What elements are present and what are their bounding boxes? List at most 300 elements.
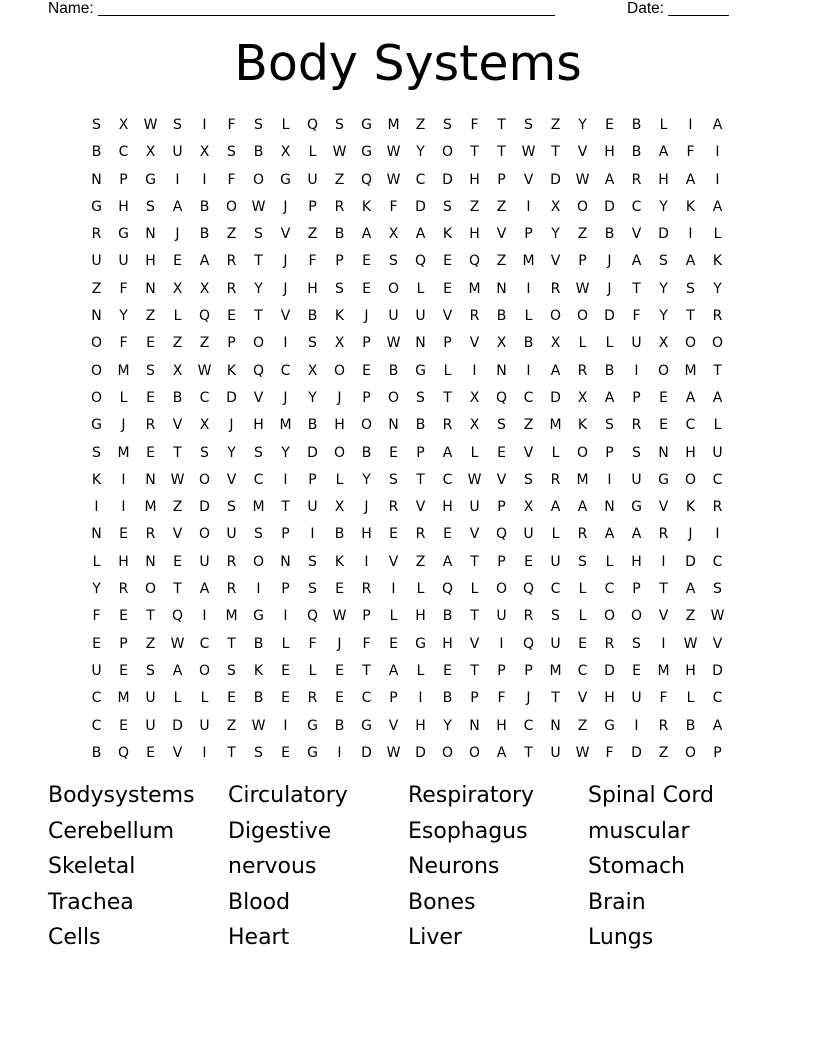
grid-letter: A: [550, 499, 561, 516]
grid-letter: E: [281, 662, 290, 679]
grid-letter: E: [281, 744, 290, 761]
grid-letter: C: [91, 690, 102, 707]
grid-letter: C: [280, 362, 291, 379]
grid-letter: T: [254, 308, 263, 325]
grid-letter: V: [496, 471, 507, 488]
grid-letter: C: [712, 690, 723, 707]
grid-letter: C: [523, 389, 534, 406]
grid-letter: U: [91, 662, 102, 679]
grid-letter: I: [283, 608, 288, 625]
grid-letter: T: [497, 117, 506, 133]
grid-letter: J: [364, 499, 369, 516]
grid-letter: M: [522, 253, 535, 270]
grid-letter: B: [442, 608, 453, 625]
grid-letter: I: [256, 581, 261, 598]
grid-letter: R: [550, 471, 561, 488]
grid-letter: H: [442, 499, 453, 516]
grid-letter: A: [496, 744, 507, 761]
grid-letter: P: [605, 444, 614, 461]
grid-letter: R: [334, 198, 345, 215]
grid-letter: D: [631, 744, 642, 761]
grid-letter: Q: [198, 308, 211, 325]
name-field-label: Name: _____________________________________________________: [48, 0, 555, 17]
grid-letter: L: [686, 690, 695, 707]
grid-letter: B: [388, 362, 399, 379]
grid-letter: T: [470, 662, 479, 679]
grid-letter: D: [550, 389, 561, 406]
grid-letter: Z: [226, 717, 237, 734]
grid-letter: A: [631, 526, 642, 543]
grid-letter: A: [388, 662, 399, 679]
grid-letter: U: [307, 171, 318, 188]
grid-letter: L: [173, 308, 182, 325]
grid-letter: E: [227, 308, 236, 325]
grid-letter: S: [254, 744, 263, 761]
grid-letter: O: [252, 553, 265, 570]
grid-letter: P: [497, 499, 506, 516]
grid-letter: H: [631, 553, 642, 570]
grid-letter: C: [712, 553, 723, 570]
grid-letter: R: [226, 253, 237, 270]
worksheet-header: [48, 0, 748, 20]
grid-letter: O: [333, 444, 346, 461]
grid-letter: R: [118, 581, 129, 598]
grid-letter: S: [389, 471, 398, 488]
grid-letter: A: [361, 226, 372, 243]
grid-letter: I: [661, 635, 666, 652]
grid-letter: J: [283, 389, 288, 406]
grid-letter: X: [550, 335, 561, 352]
grid-letter: J: [283, 280, 288, 297]
grid-letter: B: [631, 144, 642, 161]
grid-letter: Y: [416, 144, 425, 161]
grid-letter: I: [202, 171, 207, 188]
grid-letter: W: [710, 608, 725, 625]
grid-letter: U: [550, 744, 561, 761]
grid-letter: O: [90, 389, 103, 406]
grid-letter: W: [251, 198, 266, 215]
grid-letter: L: [119, 389, 128, 406]
grid-letter: A: [712, 717, 723, 734]
grid-letter: U: [496, 608, 507, 625]
grid-letter: P: [281, 581, 290, 598]
grid-letter: W: [521, 144, 536, 161]
grid-letter: S: [686, 280, 695, 297]
grid-letter: W: [332, 144, 347, 161]
grid-letter: H: [469, 226, 480, 243]
grid-letter: S: [146, 198, 155, 215]
grid-letter: Z: [415, 117, 426, 133]
grid-letter: O: [198, 662, 211, 679]
grid-letter: T: [281, 499, 290, 516]
grid-letter: U: [469, 499, 480, 516]
grid-letter: Q: [117, 744, 130, 761]
grid-letter: D: [226, 389, 237, 406]
grid-letter: I: [715, 526, 720, 543]
grid-letter: G: [91, 417, 102, 434]
grid-letter: X: [307, 362, 318, 379]
grid-letter: S: [173, 117, 182, 133]
grid-letter: Q: [441, 581, 454, 598]
grid-letter: N: [145, 471, 156, 488]
grid-letter: E: [146, 389, 155, 406]
grid-letter: F: [308, 253, 317, 270]
grid-letter: I: [472, 362, 477, 379]
grid-letter: C: [550, 581, 561, 598]
grid-row: [83, 195, 733, 222]
grid-letter: E: [443, 253, 452, 270]
grid-letter: O: [144, 581, 157, 598]
grid-letter: T: [470, 553, 479, 570]
grid-letter: Y: [254, 280, 263, 297]
grid-letter: P: [308, 471, 317, 488]
grid-letter: T: [632, 280, 641, 297]
grid-letter: C: [91, 717, 102, 734]
grid-letter: K: [685, 198, 696, 215]
grid-letter: G: [361, 717, 372, 734]
grid-letter: H: [685, 662, 696, 679]
grid-letter: N: [91, 526, 102, 543]
grid-letter: Q: [360, 171, 373, 188]
grid-letter: X: [577, 389, 588, 406]
grid-letter: U: [550, 635, 561, 652]
date-field-label: Date: _______: [627, 0, 729, 17]
grid-letter: S: [308, 335, 317, 352]
word-search-grid: [83, 113, 733, 768]
grid-letter: Z: [415, 553, 426, 570]
grid-letter: T: [470, 608, 479, 625]
grid-letter: O: [387, 389, 400, 406]
grid-letter: O: [225, 198, 238, 215]
grid-letter: R: [307, 690, 318, 707]
grid-letter: O: [711, 335, 724, 352]
grid-letter: R: [658, 526, 669, 543]
grid-letter: V: [469, 335, 480, 352]
grid-letter: O: [495, 581, 508, 598]
grid-letter: K: [91, 471, 102, 488]
grid-letter: I: [202, 608, 207, 625]
grid-letter: E: [335, 662, 344, 679]
grid-letter: A: [685, 581, 696, 598]
grid-letter: R: [415, 526, 426, 543]
grid-letter: G: [361, 144, 372, 161]
grid-letter: A: [604, 526, 615, 543]
grid-letter: M: [117, 362, 130, 379]
grid-letter: V: [631, 226, 642, 243]
grid-letter: E: [362, 362, 371, 379]
grid-letter: U: [226, 526, 237, 543]
grid-letter: P: [389, 690, 398, 707]
grid-letter: P: [119, 635, 128, 652]
grid-letter: I: [202, 117, 207, 133]
grid-letter: C: [604, 581, 615, 598]
grid-letter: N: [658, 444, 669, 461]
grid-letter: Z: [307, 226, 318, 243]
grid-letter: T: [470, 144, 479, 161]
grid-letter: O: [576, 198, 589, 215]
grid-letter: G: [361, 117, 372, 133]
grid-letter: D: [415, 744, 426, 761]
grid-letter: P: [524, 226, 533, 243]
grid-letter: O: [198, 471, 211, 488]
grid-letter: I: [715, 144, 720, 161]
grid-letter: H: [307, 280, 318, 297]
grid-letter: W: [386, 744, 401, 761]
grid-letter: I: [661, 553, 666, 570]
grid-letter: G: [415, 635, 426, 652]
grid-letter: Z: [172, 335, 183, 352]
grid-letter: I: [283, 335, 288, 352]
grid-letter: L: [578, 335, 587, 352]
grid-letter: X: [496, 335, 507, 352]
grid-letter: I: [310, 526, 315, 543]
grid-letter: J: [526, 690, 531, 707]
grid-letter: E: [173, 553, 182, 570]
grid-letter: H: [442, 635, 453, 652]
grid-letter: Y: [227, 444, 236, 461]
grid-letter: C: [415, 171, 426, 188]
grid-letter: R: [550, 280, 561, 297]
grid-letter: B: [685, 717, 696, 734]
grid-letter: E: [119, 608, 128, 625]
grid-letter: I: [526, 362, 531, 379]
grid-letter: V: [523, 171, 534, 188]
word-list-item: Stomach: [588, 854, 686, 879]
grid-letter: C: [577, 662, 588, 679]
grid-letter: V: [280, 226, 291, 243]
grid-letter: R: [145, 417, 156, 434]
grid-letter: L: [524, 308, 533, 325]
grid-letter: L: [605, 335, 614, 352]
grid-letter: B: [496, 308, 507, 325]
grid-letter: S: [524, 471, 533, 488]
grid-letter: T: [551, 144, 560, 161]
grid-letter: F: [227, 171, 236, 188]
grid-letter: I: [526, 280, 531, 297]
grid-letter: S: [308, 553, 317, 570]
grid-letter: L: [578, 608, 587, 625]
grid-letter: K: [226, 362, 237, 379]
grid-letter: X: [658, 335, 669, 352]
grid-letter: U: [145, 717, 156, 734]
grid-letter: I: [94, 499, 99, 516]
grid-letter: Z: [496, 198, 507, 215]
grid-letter: S: [497, 417, 506, 434]
grid-letter: O: [549, 308, 562, 325]
grid-letter: E: [227, 690, 236, 707]
grid-letter: J: [688, 526, 693, 543]
grid-letter: Y: [551, 226, 560, 243]
grid-letter: Q: [522, 581, 535, 598]
grid-letter: V: [577, 144, 588, 161]
grid-letter: R: [145, 526, 156, 543]
grid-letter: L: [713, 417, 722, 434]
grid-letter: G: [307, 717, 318, 734]
grid-letter: L: [470, 581, 479, 598]
grid-letter: V: [280, 308, 291, 325]
grid-row: [83, 686, 733, 713]
grid-letter: O: [684, 471, 697, 488]
grid-letter: G: [118, 226, 129, 243]
grid-letter: V: [388, 553, 399, 570]
word-list-item: muscular: [588, 818, 690, 844]
grid-letter: S: [335, 280, 344, 297]
grid-letter: X: [145, 144, 156, 161]
grid-letter: T: [524, 744, 533, 761]
grid-letter: H: [253, 417, 264, 434]
grid-letter: J: [607, 280, 612, 297]
grid-letter: F: [497, 690, 506, 707]
grid-letter: U: [199, 553, 210, 570]
grid-letter: B: [91, 144, 102, 161]
grid-letter: Y: [362, 471, 371, 488]
grid-letter: P: [497, 171, 506, 188]
grid-letter: S: [227, 662, 236, 679]
grid-letter: F: [605, 744, 614, 761]
grid-letter: F: [308, 635, 317, 652]
grid-letter: A: [442, 553, 453, 570]
grid-letter: Q: [495, 526, 508, 543]
grid-letter: I: [607, 471, 612, 488]
grid-letter: I: [688, 226, 693, 243]
grid-letter: V: [442, 308, 453, 325]
grid-letter: N: [415, 335, 426, 352]
grid-letter: R: [577, 526, 588, 543]
grid-letter: O: [684, 744, 697, 761]
grid-letter: D: [307, 444, 318, 461]
grid-row: [83, 304, 733, 331]
grid-letter: C: [118, 144, 129, 161]
grid-row: [83, 277, 733, 304]
grid-letter: D: [172, 717, 183, 734]
grid-letter: D: [658, 226, 669, 243]
grid-letter: J: [283, 253, 288, 270]
grid-letter: S: [335, 117, 344, 133]
grid-letter: X: [118, 117, 129, 133]
grid-letter: Z: [145, 308, 156, 325]
grid-letter: B: [307, 417, 318, 434]
grid-letter: A: [172, 662, 183, 679]
grid-letter: P: [632, 389, 641, 406]
grid-letter: M: [576, 471, 589, 488]
grid-letter: S: [254, 226, 263, 243]
word-list-item: Spinal Cord: [588, 783, 715, 808]
grid-letter: G: [658, 471, 669, 488]
grid-letter: T: [227, 635, 236, 652]
grid-letter: F: [227, 117, 236, 133]
grid-letter: H: [361, 526, 372, 543]
grid-letter: I: [121, 471, 126, 488]
grid-letter: W: [386, 144, 401, 161]
grid-letter: M: [549, 662, 562, 679]
grid-letter: U: [712, 444, 723, 461]
grid-letter: B: [334, 226, 345, 243]
grid-letter: C: [712, 471, 723, 488]
grid-letter: P: [443, 335, 452, 352]
grid-letter: U: [550, 553, 561, 570]
grid-letter: A: [685, 253, 696, 270]
grid-letter: O: [441, 744, 454, 761]
grid-letter: J: [121, 417, 126, 434]
grid-letter: I: [283, 471, 288, 488]
grid-letter: I: [634, 717, 639, 734]
grid-letter: P: [497, 662, 506, 679]
grid-letter: S: [308, 581, 317, 598]
grid-letter: P: [713, 744, 722, 761]
grid-letter: N: [496, 362, 507, 379]
grid-letter: I: [715, 171, 720, 188]
grid-letter: R: [91, 226, 102, 243]
grid-letter: E: [659, 417, 668, 434]
grid-letter: Y: [308, 389, 317, 406]
grid-row: [83, 168, 733, 195]
grid-letter: L: [308, 144, 317, 161]
grid-letter: K: [361, 198, 372, 215]
grid-letter: I: [526, 198, 531, 215]
grid-letter: I: [202, 744, 207, 761]
grid-letter: E: [443, 662, 452, 679]
grid-letter: S: [389, 253, 398, 270]
grid-letter: V: [172, 417, 183, 434]
grid-letter: R: [523, 608, 534, 625]
grid-letter: H: [604, 144, 615, 161]
grid-letter: G: [604, 717, 615, 734]
grid-letter: N: [91, 171, 102, 188]
grid-letter: L: [551, 526, 560, 543]
grid-letter: U: [145, 690, 156, 707]
grid-letter: V: [388, 717, 399, 734]
grid-letter: Q: [414, 253, 427, 270]
grid-letter: V: [415, 499, 426, 516]
grid-letter: O: [576, 308, 589, 325]
word-list-item: Skeletal: [48, 854, 136, 879]
grid-letter: U: [388, 308, 399, 325]
grid-letter: G: [253, 608, 264, 625]
grid-letter: I: [499, 635, 504, 652]
grid-letter: Z: [577, 717, 588, 734]
grid-letter: Q: [171, 608, 184, 625]
word-list: [48, 779, 768, 957]
grid-letter: E: [119, 526, 128, 543]
grid-letter: R: [577, 362, 588, 379]
grid-letter: R: [361, 581, 372, 598]
grid-letter: I: [418, 690, 423, 707]
grid-letter: L: [659, 117, 668, 133]
grid-letter: Y: [713, 280, 722, 297]
word-list-item: Respiratory: [408, 783, 535, 808]
grid-letter: X: [172, 280, 183, 297]
grid-letter: P: [227, 335, 236, 352]
grid-letter: P: [632, 581, 641, 598]
grid-letter: Z: [658, 744, 669, 761]
grid-letter: V: [469, 526, 480, 543]
grid-letter: Y: [659, 280, 668, 297]
grid-letter: S: [551, 608, 560, 625]
grid-letter: I: [283, 717, 288, 734]
word-list-item: nervous: [228, 854, 317, 879]
grid-letter: B: [334, 526, 345, 543]
grid-letter: F: [389, 198, 398, 215]
grid-letter: O: [468, 744, 481, 761]
grid-letter: P: [497, 553, 506, 570]
grid-letter: V: [496, 226, 507, 243]
grid-letter: D: [604, 662, 615, 679]
grid-letter: W: [251, 717, 266, 734]
grid-letter: O: [657, 362, 670, 379]
grid-letter: U: [523, 526, 534, 543]
grid-letter: D: [199, 499, 210, 516]
grid-letter: R: [604, 635, 615, 652]
